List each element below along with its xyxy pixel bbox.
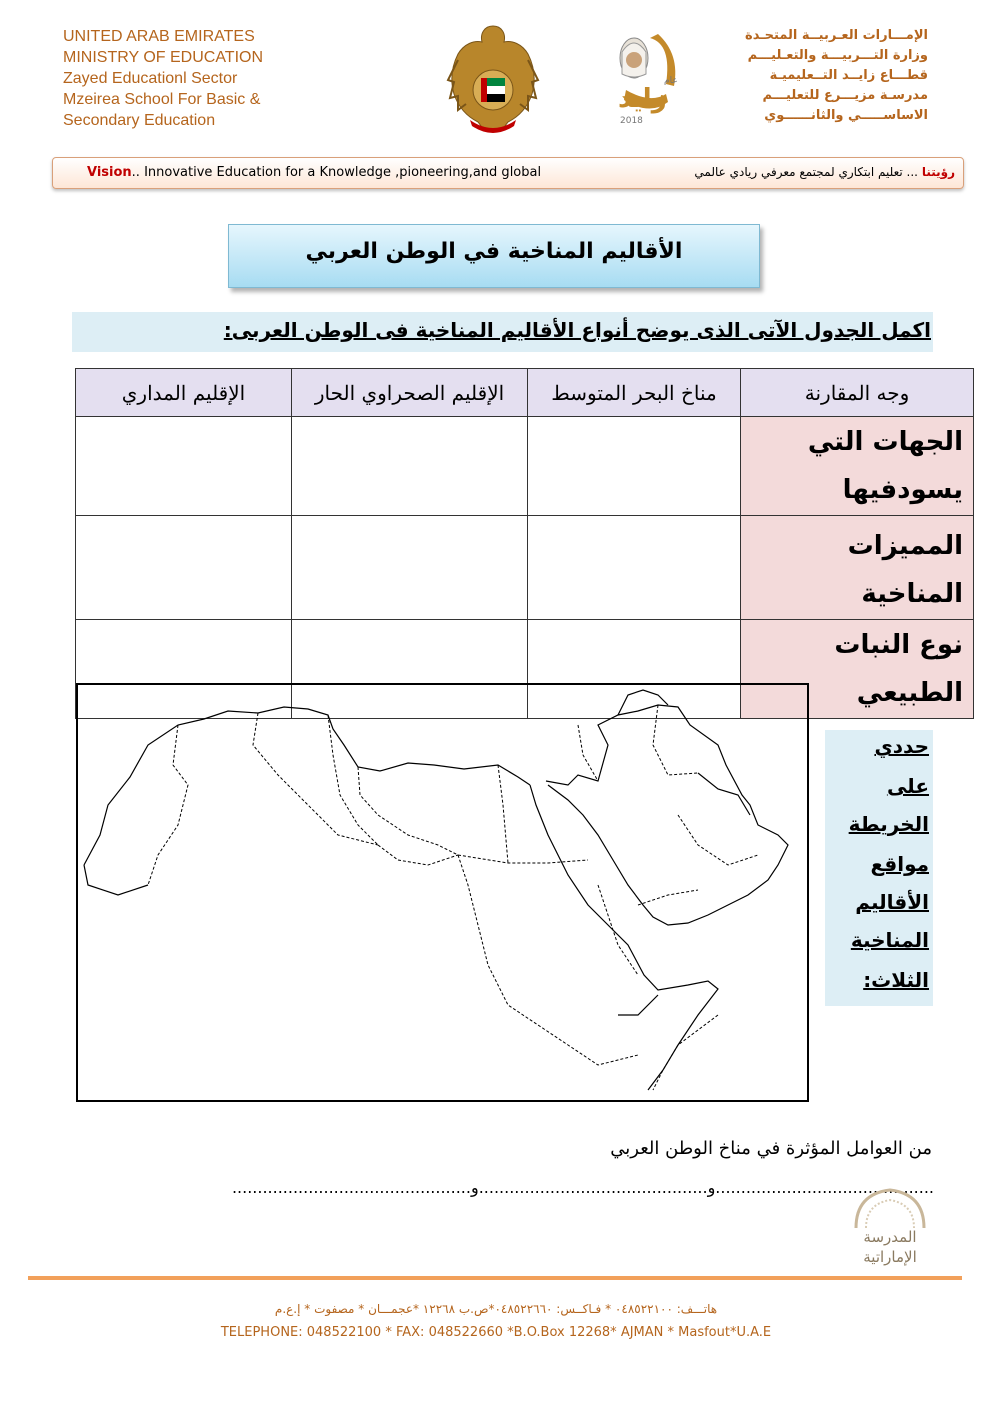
map-task-line: الأقاليم	[855, 890, 929, 914]
header-en-line: MINISTRY OF EDUCATION	[63, 49, 264, 66]
map-coastlines	[84, 690, 788, 1090]
answer-cell[interactable]	[76, 516, 292, 620]
vision-en-label: Vision	[87, 165, 132, 180]
vision-ar-text: ... تعليم ابتكاري لمجتمع معرفي ريادي عالمي	[694, 165, 922, 179]
table-header-cell: الإقليم المداري	[76, 369, 292, 417]
worksheet-title-box	[228, 224, 760, 288]
worksheet-title: الأقاليم المناخية في الوطن العربي	[305, 239, 683, 264]
vision-banner	[52, 157, 964, 189]
row-label: المميزات المناخية	[741, 516, 974, 620]
map-task-line: الثلاث:	[863, 968, 929, 992]
map-borders	[148, 705, 758, 1090]
table-header-cell: الإقليم الصحراوي الحار	[292, 369, 528, 417]
map-task-line: الخريطة	[848, 812, 929, 836]
header-en-line: Secondary Education	[63, 112, 216, 129]
footer-divider	[28, 1276, 962, 1280]
zayed-logo-name: زايد	[618, 84, 667, 114]
footer-english: TELEPHONE: 048522100 * FAX: 048522660 *B.O.Box 12268* AJMAN * Masfout*U.A.E	[220, 1325, 772, 1340]
header-en-line: Mzeirea School For Basic &	[63, 91, 261, 108]
table-row	[76, 417, 974, 516]
instruction-text: اكمل الجدول الآتى الذى يوضح أنواع الأقاليم المناخية فى الوطن العربى:	[223, 318, 931, 342]
year-of-zayed-logo	[610, 24, 688, 132]
map-svg	[78, 685, 807, 1100]
arab-world-outline-map[interactable]	[76, 683, 809, 1102]
header-ar-line: وزارة التـــربيـــة والتعـليـــم	[747, 48, 928, 63]
table-header-cell: وجه المقارنة	[741, 369, 974, 417]
table-header-row	[76, 369, 974, 417]
vision-ar-label: رؤيتنا	[921, 165, 955, 179]
zayed-logo-year: 2018	[620, 116, 643, 126]
header-ar-line: الاساســـــي والثانــــــوي	[764, 108, 928, 123]
answer-cell[interactable]	[528, 417, 741, 516]
map-task-line: حددي	[874, 734, 929, 758]
comparison-table	[75, 368, 974, 719]
header-en-line: Zayed Educationl Sector	[63, 70, 238, 87]
emirati-school-logo	[848, 1188, 932, 1270]
instruction-bar	[72, 312, 933, 352]
table-row	[76, 516, 974, 620]
factors-answer-line[interactable]: ...........................................و.............................................و...............................................	[231, 1178, 934, 1197]
answer-cell[interactable]	[528, 516, 741, 620]
factors-question: من العوامل المؤثرة في مناخ الوطن العربي	[610, 1138, 932, 1159]
footer-arabic: هاتـــف: ٠٤٨٥٢٢١٠٠ * فـاكــس: ٠٤٨٥٢٢٦٦٠*ص.ب ١٢٢٦٨ *عجمـــان * مصفوت * إ.ع.م	[274, 1302, 718, 1316]
vision-arabic	[694, 165, 955, 179]
uae-emblem-logo	[444, 20, 542, 140]
map-task-line: مواقع	[870, 852, 929, 876]
answer-cell[interactable]	[292, 516, 528, 620]
vision-english	[87, 165, 541, 180]
map-task-line: المناخية	[850, 928, 929, 952]
header-ar-line: مدرسـة مزيـــرع للتعليـــم	[762, 88, 928, 103]
header-ar-line: قطـــاع زايــد التــعليميـة	[769, 68, 928, 83]
answer-cell[interactable]	[76, 417, 292, 516]
header-english-block	[63, 26, 263, 131]
header-en-line: UNITED ARAB EMIRATES	[63, 28, 255, 45]
answer-cell[interactable]	[292, 417, 528, 516]
school-logo-line1: المدرسة	[863, 1228, 917, 1246]
row-label: نوع النبات الطبيعي	[741, 620, 974, 719]
school-logo-line2: الإماراتية	[863, 1248, 917, 1266]
zayed-logo-word: عام	[664, 76, 678, 86]
map-task-box	[825, 730, 933, 1006]
vision-en-text: .. Innovative Education for a Knowledge ,pioneering,and global	[131, 165, 542, 180]
row-label: الجهات التي يسودفيها	[741, 417, 974, 516]
map-task-line: على	[886, 774, 929, 798]
table-header-cell: مناخ البحر المتوسط	[528, 369, 741, 417]
header-arabic-block	[745, 26, 928, 126]
header-ar-line: الإمـــارات العـربيــة المتحـدة	[745, 28, 928, 43]
